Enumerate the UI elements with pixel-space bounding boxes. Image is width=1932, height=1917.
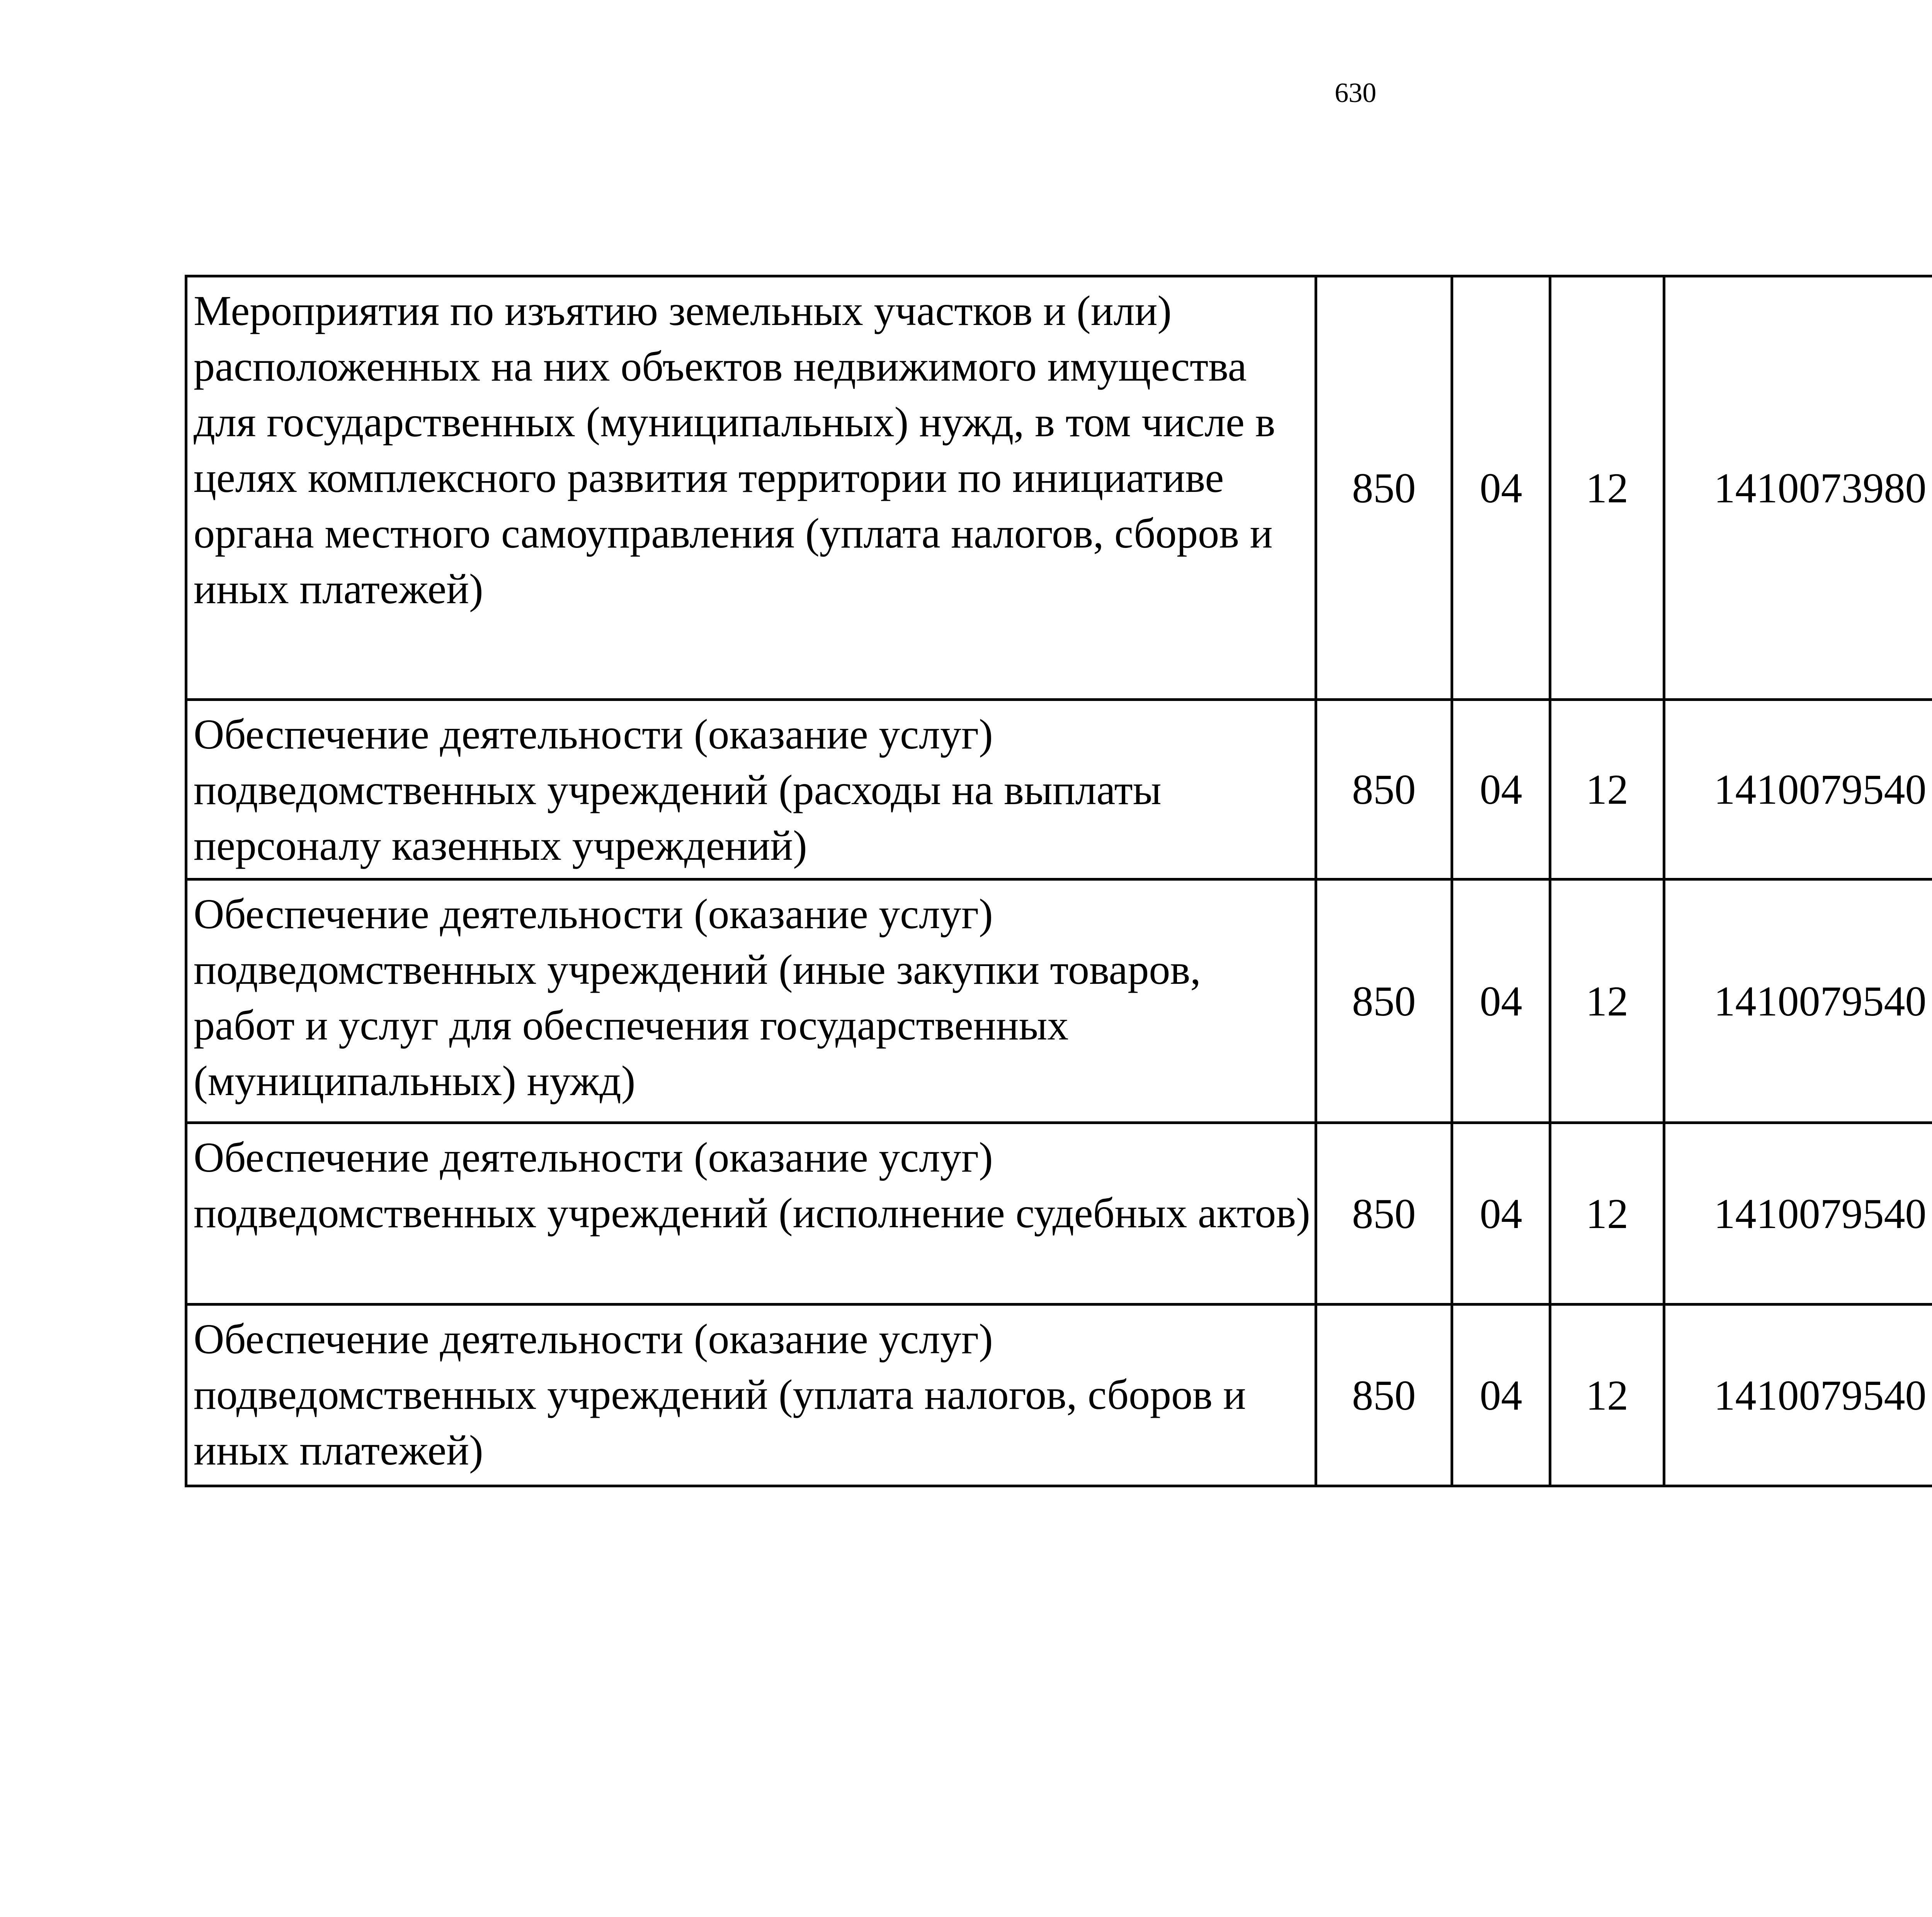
target-article-code: 1410079540	[1664, 879, 1932, 1123]
section-code: 04	[1452, 276, 1550, 700]
row-description: Обеспечение деятельности (оказание услуг) подведомственных учреждений (иные закупки товаров, работ и услуг для обеспечения государственных (муниципальных) нужд)	[186, 879, 1316, 1123]
target-article-code: 1410079540	[1664, 1305, 1932, 1486]
table-row	[186, 879, 1932, 1123]
row-description: Обеспечение деятельности (оказание услуг) подведомственных учреждений (расходы на выплаты персоналу казенных учреждений)	[186, 700, 1316, 879]
section-code: 04	[1452, 1305, 1550, 1486]
ministry-code: 850	[1316, 276, 1452, 700]
section-code: 04	[1452, 1123, 1550, 1305]
section-code: 04	[1452, 879, 1550, 1123]
subsection-code: 12	[1550, 700, 1664, 879]
target-article-code: 1410079540	[1664, 1123, 1932, 1305]
table-row	[186, 276, 1932, 700]
table-row	[186, 1123, 1932, 1305]
target-article-code: 1410073980	[1664, 276, 1932, 700]
page-number: 630	[1335, 77, 1376, 108]
row-description: Обеспечение деятельности (оказание услуг) подведомственных учреждений (уплата налогов, сборов и иных платежей)	[186, 1305, 1316, 1486]
table-row	[186, 700, 1932, 879]
table-row	[186, 1305, 1932, 1486]
ministry-code: 850	[1316, 700, 1452, 879]
subsection-code: 12	[1550, 1123, 1664, 1305]
ministry-code: 850	[1316, 1305, 1452, 1486]
ministry-code: 850	[1316, 879, 1452, 1123]
ministry-code: 850	[1316, 1123, 1452, 1305]
target-article-code: 1410079540	[1664, 700, 1932, 879]
section-code: 04	[1452, 700, 1550, 879]
row-description: Мероприятия по изъятию земельных участков и (или) расположенных на них объектов недвижимого имущества для государственных (муниципальных) нужд, в том числе в целях комплексного развития территории по инициативе органа местного самоуправления (уплата налогов, сборов и иных платежей)	[186, 276, 1316, 700]
subsection-code: 12	[1550, 1305, 1664, 1486]
budget-table	[185, 275, 1932, 1487]
subsection-code: 12	[1550, 879, 1664, 1123]
subsection-code: 12	[1550, 276, 1664, 700]
row-description: Обеспечение деятельности (оказание услуг) подведомственных учреждений (исполнение судебных актов)	[186, 1123, 1316, 1305]
